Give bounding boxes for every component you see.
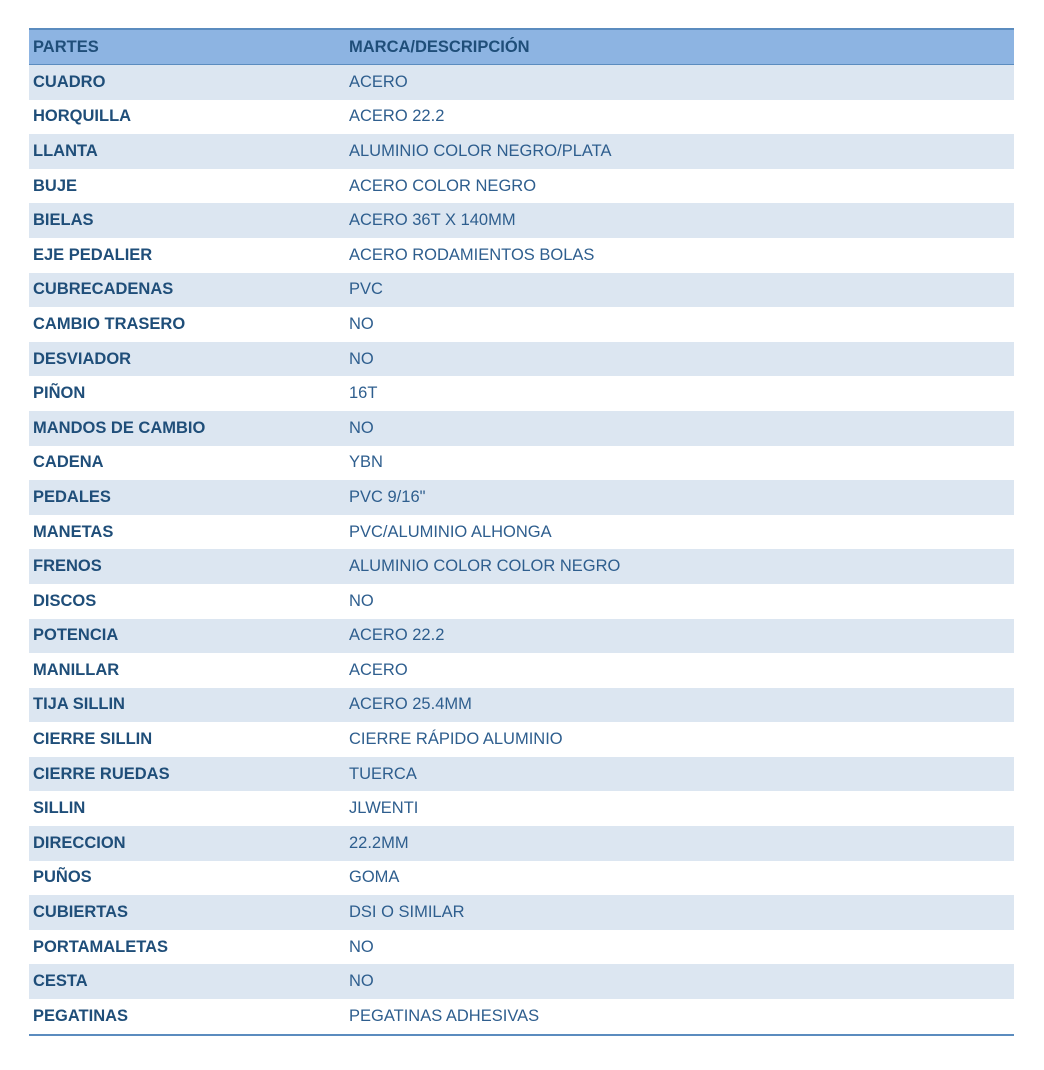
part-name-cell: CESTA	[29, 964, 345, 999]
table-row	[29, 446, 1014, 481]
part-name-cell: CIERRE SILLIN	[29, 722, 345, 757]
part-description-cell: GOMA	[345, 861, 1014, 896]
header-parts: PARTES	[29, 29, 345, 65]
part-description-cell: ALUMINIO COLOR COLOR NEGRO	[345, 549, 1014, 584]
part-description-cell: PEGATINAS ADHESIVAS	[345, 999, 1014, 1035]
part-name-cell: FRENOS	[29, 549, 345, 584]
table-row	[29, 688, 1014, 723]
table-row	[29, 342, 1014, 377]
part-description-cell: JLWENTI	[345, 791, 1014, 826]
part-description-cell: ACERO RODAMIENTOS BOLAS	[345, 238, 1014, 273]
part-description-cell: NO	[345, 930, 1014, 965]
part-description-cell: ACERO 22.2	[345, 619, 1014, 654]
part-name-cell: DIRECCION	[29, 826, 345, 861]
part-description-cell: ACERO	[345, 653, 1014, 688]
table-row	[29, 411, 1014, 446]
table-row	[29, 791, 1014, 826]
part-description-cell: NO	[345, 342, 1014, 377]
part-name-cell: CIERRE RUEDAS	[29, 757, 345, 792]
part-description-cell: CIERRE RÁPIDO ALUMINIO	[345, 722, 1014, 757]
part-name-cell: MANDOS DE CAMBIO	[29, 411, 345, 446]
part-name-cell: CUBIERTAS	[29, 895, 345, 930]
table-header	[29, 29, 1014, 65]
table-row	[29, 619, 1014, 654]
table-row	[29, 273, 1014, 308]
table-row	[29, 653, 1014, 688]
part-name-cell: PORTAMALETAS	[29, 930, 345, 965]
part-description-cell: ACERO 22.2	[345, 100, 1014, 135]
part-name-cell: MANILLAR	[29, 653, 345, 688]
part-description-cell: ALUMINIO COLOR NEGRO/PLATA	[345, 134, 1014, 169]
part-name-cell: MANETAS	[29, 515, 345, 550]
part-description-cell: ACERO COLOR NEGRO	[345, 169, 1014, 204]
part-name-cell: SILLIN	[29, 791, 345, 826]
table-row	[29, 515, 1014, 550]
table-row	[29, 549, 1014, 584]
part-description-cell: ACERO 36T X 140MM	[345, 203, 1014, 238]
part-description-cell: TUERCA	[345, 757, 1014, 792]
part-description-cell: 22.2MM	[345, 826, 1014, 861]
part-name-cell: CADENA	[29, 446, 345, 481]
table-row	[29, 376, 1014, 411]
table-row	[29, 134, 1014, 169]
part-description-cell: NO	[345, 307, 1014, 342]
part-description-cell: 16T	[345, 376, 1014, 411]
part-name-cell: CAMBIO TRASERO	[29, 307, 345, 342]
part-name-cell: HORQUILLA	[29, 100, 345, 135]
table-row	[29, 203, 1014, 238]
part-name-cell: CUADRO	[29, 65, 345, 100]
part-description-cell: ACERO 25.4MM	[345, 688, 1014, 723]
part-description-cell: NO	[345, 584, 1014, 619]
table-body	[29, 65, 1014, 1035]
part-name-cell: CUBRECADENAS	[29, 273, 345, 308]
part-description-cell: NO	[345, 964, 1014, 999]
header-row	[29, 29, 1014, 65]
table-row	[29, 65, 1014, 100]
table-row	[29, 480, 1014, 515]
part-description-cell: ACERO	[345, 65, 1014, 100]
part-name-cell: LLANTA	[29, 134, 345, 169]
part-name-cell: BUJE	[29, 169, 345, 204]
part-name-cell: PUÑOS	[29, 861, 345, 896]
part-description-cell: NO	[345, 411, 1014, 446]
table-row	[29, 930, 1014, 965]
part-description-cell: PVC 9/16"	[345, 480, 1014, 515]
specifications-table	[29, 28, 1014, 1036]
table-row	[29, 100, 1014, 135]
part-name-cell: PIÑON	[29, 376, 345, 411]
part-description-cell: PVC	[345, 273, 1014, 308]
part-description-cell: DSI O SIMILAR	[345, 895, 1014, 930]
part-name-cell: DESVIADOR	[29, 342, 345, 377]
table-row	[29, 826, 1014, 861]
table-row	[29, 964, 1014, 999]
table-row	[29, 307, 1014, 342]
part-name-cell: BIELAS	[29, 203, 345, 238]
part-description-cell: PVC/ALUMINIO ALHONGA	[345, 515, 1014, 550]
part-name-cell: PEDALES	[29, 480, 345, 515]
part-description-cell: YBN	[345, 446, 1014, 481]
table-row	[29, 169, 1014, 204]
part-name-cell: TIJA SILLIN	[29, 688, 345, 723]
table-row	[29, 895, 1014, 930]
table-row	[29, 861, 1014, 896]
table-row	[29, 757, 1014, 792]
part-name-cell: POTENCIA	[29, 619, 345, 654]
part-name-cell: EJE PEDALIER	[29, 238, 345, 273]
part-name-cell: DISCOS	[29, 584, 345, 619]
table-row	[29, 584, 1014, 619]
table-row	[29, 722, 1014, 757]
header-description: MARCA/DESCRIPCIÓN	[345, 29, 1014, 65]
table-row	[29, 238, 1014, 273]
part-name-cell: PEGATINAS	[29, 999, 345, 1035]
table-row	[29, 999, 1014, 1035]
